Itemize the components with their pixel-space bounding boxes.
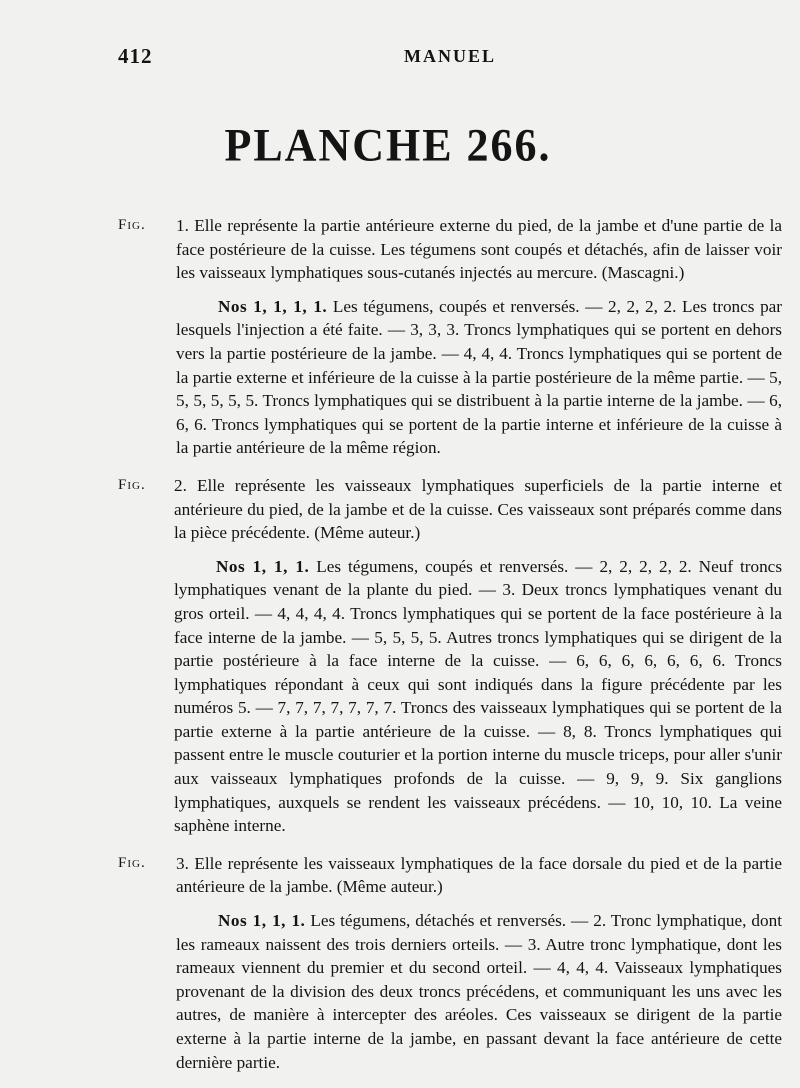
figure-2-caption [118, 474, 782, 545]
figure-2-legend [118, 555, 782, 838]
figure-3-legend [118, 909, 782, 1074]
running-head [118, 44, 678, 74]
running-title: MANUEL [404, 46, 496, 66]
figure-descriptions [118, 214, 782, 1088]
figure-3-caption [118, 852, 782, 899]
figure-1-label: Fig. [118, 217, 146, 233]
figure-2-description [118, 474, 782, 838]
figure-2-legend-lead: Nos 1, 1, 1. [216, 556, 310, 576]
figure-3-text: 3. Elle représente les vaisseaux lymphatiques de la face dorsale du pied et de la partie antérieure de la jambe. (Même auteur.) [176, 853, 782, 897]
figure-1-legend-lead: Nos 1, 1, 1, 1. [218, 296, 328, 316]
figure-1-legend-text: Les tégumens, coupés et renversés. — 2, 2, 2, 2. Les troncs par lesquels l'injection a été faite. — 3, 3, 3. Troncs lymphatiques qui se portent en dehors vers la partie postérieure de la jambe. — 4, 4, 4. Troncs lymphatiques qui se portent de la partie externe et inférieure de la cuisse à la partie postérieure de la même partie. — 5, 5, 5, 5, 5, 5. Troncs lymphatiques qui se distribuent à la partie interne de la jambe. — 6, 6, 6. Troncs lymphatiques qui se portent de la partie interne et inférieure de la cuisse à la partie antérieure de la même région. [176, 296, 783, 458]
plate-title: PLANCHE 266. [224, 119, 552, 172]
figure-2-text: 2. Elle représente les vaisseaux lymphatiques superficiels de la partie interne et antérieure du pied, de la jambe et de la cuisse. Ces vaisseaux sont préparés comme dans la pièce précédente. (Même auteur.) [174, 475, 782, 543]
figure-3-description [118, 852, 782, 1074]
page-number: 412 [118, 44, 153, 68]
figure-3-legend-lead: Nos 1, 1, 1. [218, 911, 306, 931]
figure-2-label: Fig. [118, 476, 146, 493]
figure-1-legend [118, 295, 782, 460]
figure-1-description [118, 214, 782, 460]
figure-1-caption [118, 214, 782, 285]
figure-3-legend-text: Les tégumens, détachés et renversés. — 2. Tronc lymphatique, dont les rameaux naissent des trois derniers orteils. — 3. Autre tronc lymphatique, dont les rameaux viennent du premier et du second orteil. — 4, 4, 4. Vaisseaux lymphatiques provenant de la division des deux troncs précédens, et communiquant les uns avec les autres, de manière à intercepter des aréoles. Ces vaisseaux se dirigent de la partie externe à la partie interne de la jambe, en passant devant la face antérieure de cette dernière partie. [176, 911, 782, 1072]
figure-2-legend-text: Les tégumens, coupés et renversés. — 2, 2, 2, 2, 2. Neuf troncs lymphatiques venant de la plante du pied. — 3. Deux troncs lymphatiques venant du gros orteil. — 4, 4, 4, 4. Troncs lymphatiques qui se portent de la face postérieure à la face interne de la jambe. — 5, 5, 5, 5. Autres troncs lymphatiques qui se dirigent de la partie postérieure à la face interne de la cuisse. — 6, 6, 6, 6, 6, 6, 6. Troncs lymphatiques répondant à ceux qui sont indiqués dans la figure précédente par les numéros 5. — 7, 7, 7, 7, 7, 7, 7. Troncs des vaisseaux lymphatiques qui se portent de la partie externe à la partie antérieure de la cuisse. — 8, 8. Troncs lymphatiques qui passent entre le muscle couturier et la portion interne du muscle triceps, pour aller s'unir aux vaisseaux lymphatiques profonds de la cuisse. — 9, 9, 9. Six ganglions lymphatiques, auxquels se rendent les vaisseaux précédens. — 10, 10, 10. La veine saphène interne. [174, 556, 783, 836]
figure-1-text: 1. Elle représente la partie antérieure externe du pied, de la jambe et d'une partie de la face postérieure de la cuisse. Les tégumens sont coupés et détachés, afin de laisser voir les vaisseaux lymphatiques sous-cutanés injectés au mercure. (Mascagni.) [176, 216, 782, 283]
figure-3-label: Fig. [118, 854, 146, 871]
